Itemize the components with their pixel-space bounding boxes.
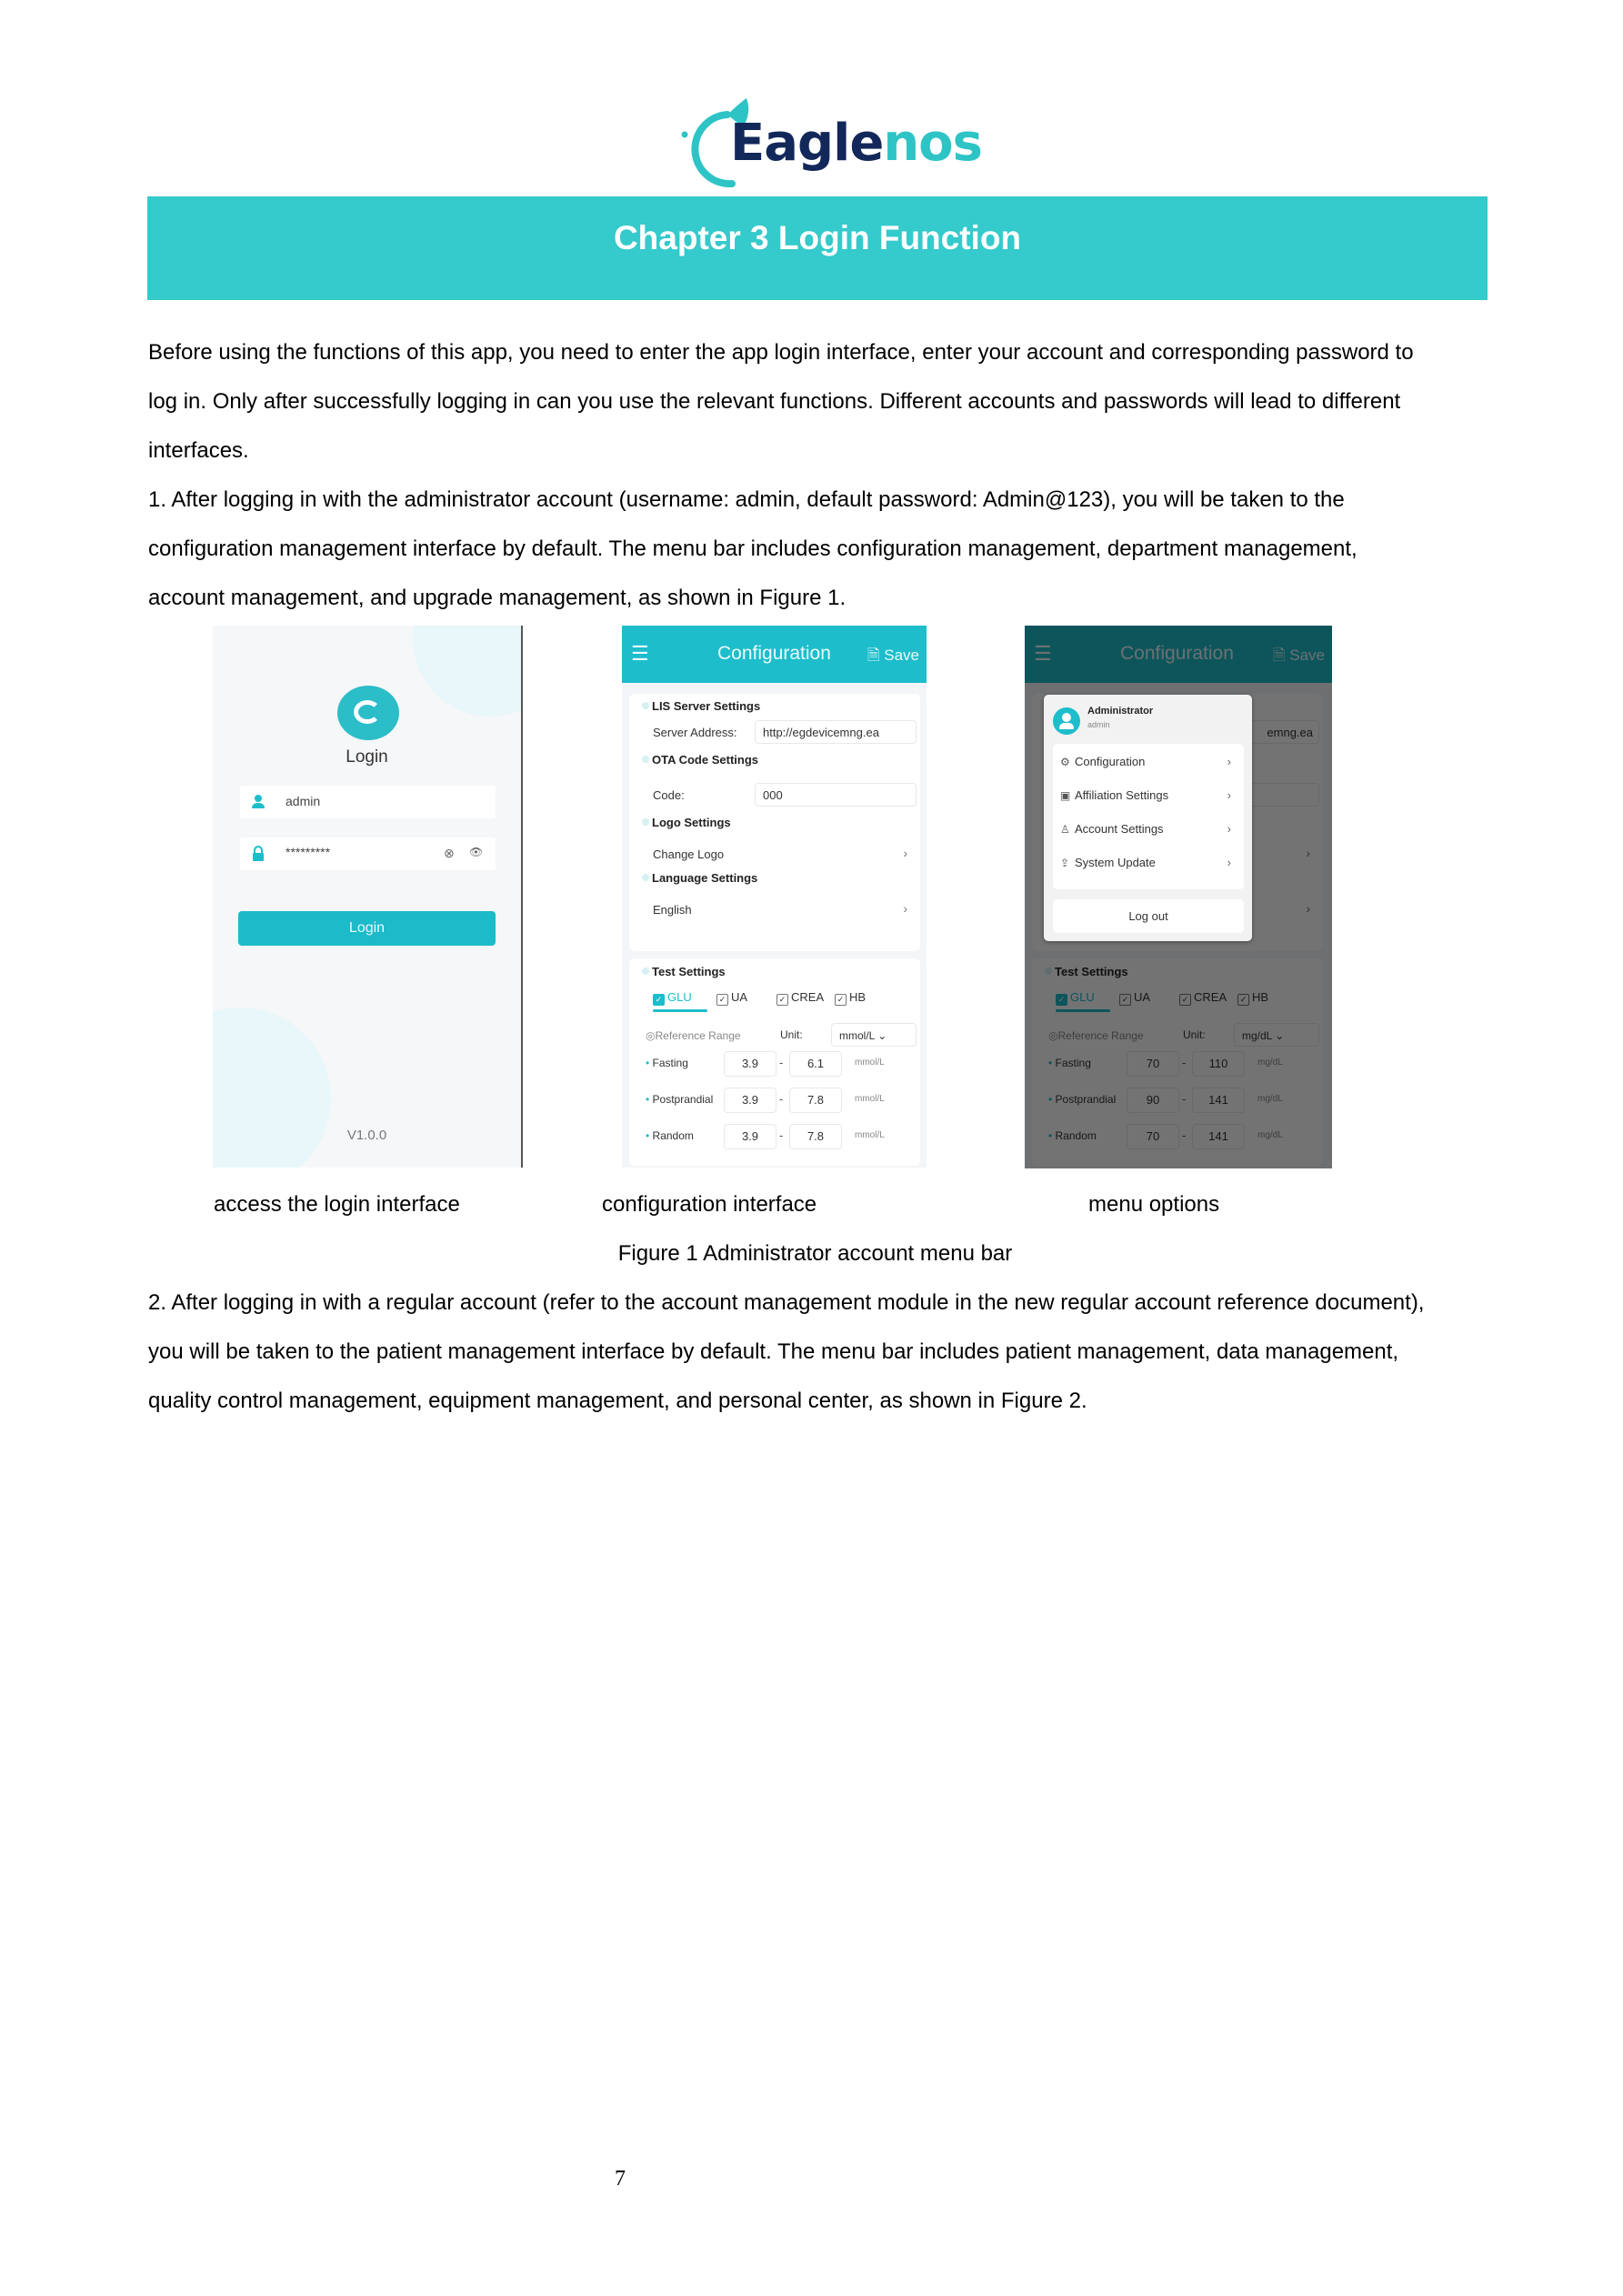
logout-button[interactable]: Log out (1053, 899, 1244, 933)
save-icon: 🗎 (867, 647, 885, 664)
intro-line: interfaces. (148, 438, 249, 463)
language-title: Language Settings (652, 871, 758, 885)
header-title: Configuration (717, 643, 831, 664)
gear-icon: ⚙ (1060, 756, 1070, 768)
calendar-icon: ▣ (1060, 789, 1071, 802)
chevron-right-icon: › (1227, 788, 1231, 802)
reference-range-label: ◎Reference Range (646, 1029, 741, 1042)
range-high-input[interactable]: 7.8 (789, 1088, 842, 1113)
intro-line: account management, and upgrade management, as shown in Figure 1. (148, 586, 847, 610)
figure-caption: Figure 1 Administrator account menu bar (617, 1241, 1013, 1266)
intro-line: log in. Only after successfully logging in can you use the relevant functions. Different accounts and passwords will lead to different (148, 389, 1401, 414)
user-menu-popup (1044, 695, 1252, 941)
range-unit: mmol/L (855, 1058, 885, 1068)
unit-label: Unit: (780, 1028, 803, 1041)
eye-icon[interactable]: 👁 (469, 846, 484, 858)
login-screenshot (213, 626, 523, 1168)
range-row-label: • Random (646, 1129, 694, 1142)
menu-item-account[interactable]: ♙ Account Settings (1060, 822, 1164, 836)
ota-title: OTA Code Settings (652, 753, 758, 767)
intro-line: Before using the functions of this app, you need to enter the app login interface, enter your account and corresponding password to (148, 340, 1414, 365)
range-high-input[interactable]: 6.1 (789, 1051, 842, 1077)
tab-crea[interactable]: ✓ CREA (776, 990, 824, 1006)
language-item[interactable]: English (653, 903, 692, 917)
caption-configuration: configuration interface (602, 1192, 817, 1217)
decor-bubble (213, 1008, 331, 1168)
range-dash: - (779, 1092, 784, 1106)
logo-text-dark: Eagle (730, 114, 884, 173)
range-unit: mmol/L (855, 1130, 885, 1140)
range-low-input[interactable]: 3.9 (724, 1088, 776, 1113)
code-label: Code: (653, 788, 685, 802)
save-label: Save (884, 647, 919, 664)
section2-line: 2. After logging in with a regular account (refer to the account management module in the new regular account reference document), (148, 1290, 1425, 1315)
username-value: admin (286, 794, 321, 808)
chapter-banner (147, 196, 1488, 300)
range-dash: - (779, 1128, 784, 1142)
menu-item-configuration[interactable]: ⚙ Configuration (1060, 755, 1146, 768)
intro-line: 1. After logging in with the administrator account (username: admin, default password: Admin@123), you will be taken to the (148, 487, 1345, 512)
app-header (622, 626, 927, 683)
menu-list (1053, 744, 1244, 889)
section2-line: you will be taken to the patient management interface by default. The menu bar includes patient management, data management, (148, 1339, 1399, 1364)
tab-ua[interactable]: ✓ UA (716, 990, 747, 1006)
chevron-right-icon: › (903, 846, 907, 860)
range-row-label: • Postprandial (646, 1093, 714, 1106)
lis-title: LIS Server Settings (652, 699, 761, 713)
logo-title: Logo Settings (652, 816, 731, 829)
server-label: Server Address: (653, 726, 737, 739)
version-label: V1.0.0 (346, 1128, 387, 1143)
user-icon (249, 793, 267, 811)
range-low-input[interactable]: 3.9 (724, 1124, 776, 1149)
decor-bubble (413, 626, 523, 717)
section2-line: quality control management, equipment management, and personal center, as shown in Figure 2. (148, 1389, 1087, 1413)
user-icon: ♙ (1060, 823, 1070, 836)
password-field[interactable] (240, 837, 496, 870)
range-dash: - (779, 1056, 784, 1069)
code-input[interactable]: 000 (755, 783, 917, 807)
password-value: ********* (286, 845, 331, 859)
page-number: 7 (615, 2167, 626, 2191)
logo-text-teal: nos (883, 114, 982, 173)
app-logo-icon (337, 686, 399, 740)
chevron-right-icon: › (903, 901, 907, 916)
menu-user-name: Administrator (1087, 706, 1154, 717)
active-tab-indicator (653, 1009, 707, 1012)
settings-card (629, 694, 920, 951)
menu-screenshot (1025, 626, 1332, 1168)
range-low-input[interactable]: 3.9 (724, 1051, 776, 1077)
caption-menu: menu options (1088, 1192, 1220, 1217)
test-title: Test Settings (652, 965, 726, 978)
save-button[interactable] (867, 644, 919, 670)
change-logo-item[interactable]: Change Logo (653, 847, 725, 861)
eaglenos-logo (677, 96, 982, 187)
login-button[interactable]: Login (238, 911, 496, 946)
upload-icon: ⇪ (1060, 857, 1070, 869)
server-address-input[interactable]: http://egdevicemng.ea (755, 720, 917, 744)
test-settings-card (629, 958, 920, 1166)
caption-login: access the login interface (214, 1192, 460, 1217)
chevron-right-icon: › (1227, 755, 1231, 768)
chevron-right-icon: › (1227, 856, 1231, 869)
login-title: Login (346, 747, 388, 767)
range-unit: mmol/L (855, 1094, 885, 1104)
menu-user-sub: admin (1087, 720, 1110, 729)
intro-line: configuration management interface by default. The menu bar includes configuration management, department management, (148, 536, 1358, 561)
tab-hb[interactable]: ✓ HB (835, 990, 866, 1006)
range-high-input[interactable]: 7.8 (789, 1124, 842, 1149)
chapter-title: Chapter 3 Login Function (613, 219, 1022, 256)
username-field[interactable] (240, 786, 496, 818)
clear-icon[interactable]: ⊗ (444, 846, 455, 860)
configuration-screenshot (622, 626, 927, 1168)
range-row-label: • Fasting (646, 1057, 688, 1069)
hamburger-menu-icon[interactable]: ☰ (631, 642, 649, 665)
avatar-icon (1053, 707, 1080, 735)
menu-item-system-update[interactable]: ⇪ System Update (1060, 856, 1156, 869)
chevron-right-icon: › (1227, 822, 1231, 836)
menu-item-affiliation[interactable]: ▣ Affiliation Settings (1060, 788, 1169, 802)
tab-glu[interactable]: ✓ GLU (653, 990, 692, 1006)
unit-select[interactable]: mmol/L ⌄ (831, 1023, 917, 1047)
lock-icon (249, 845, 267, 863)
